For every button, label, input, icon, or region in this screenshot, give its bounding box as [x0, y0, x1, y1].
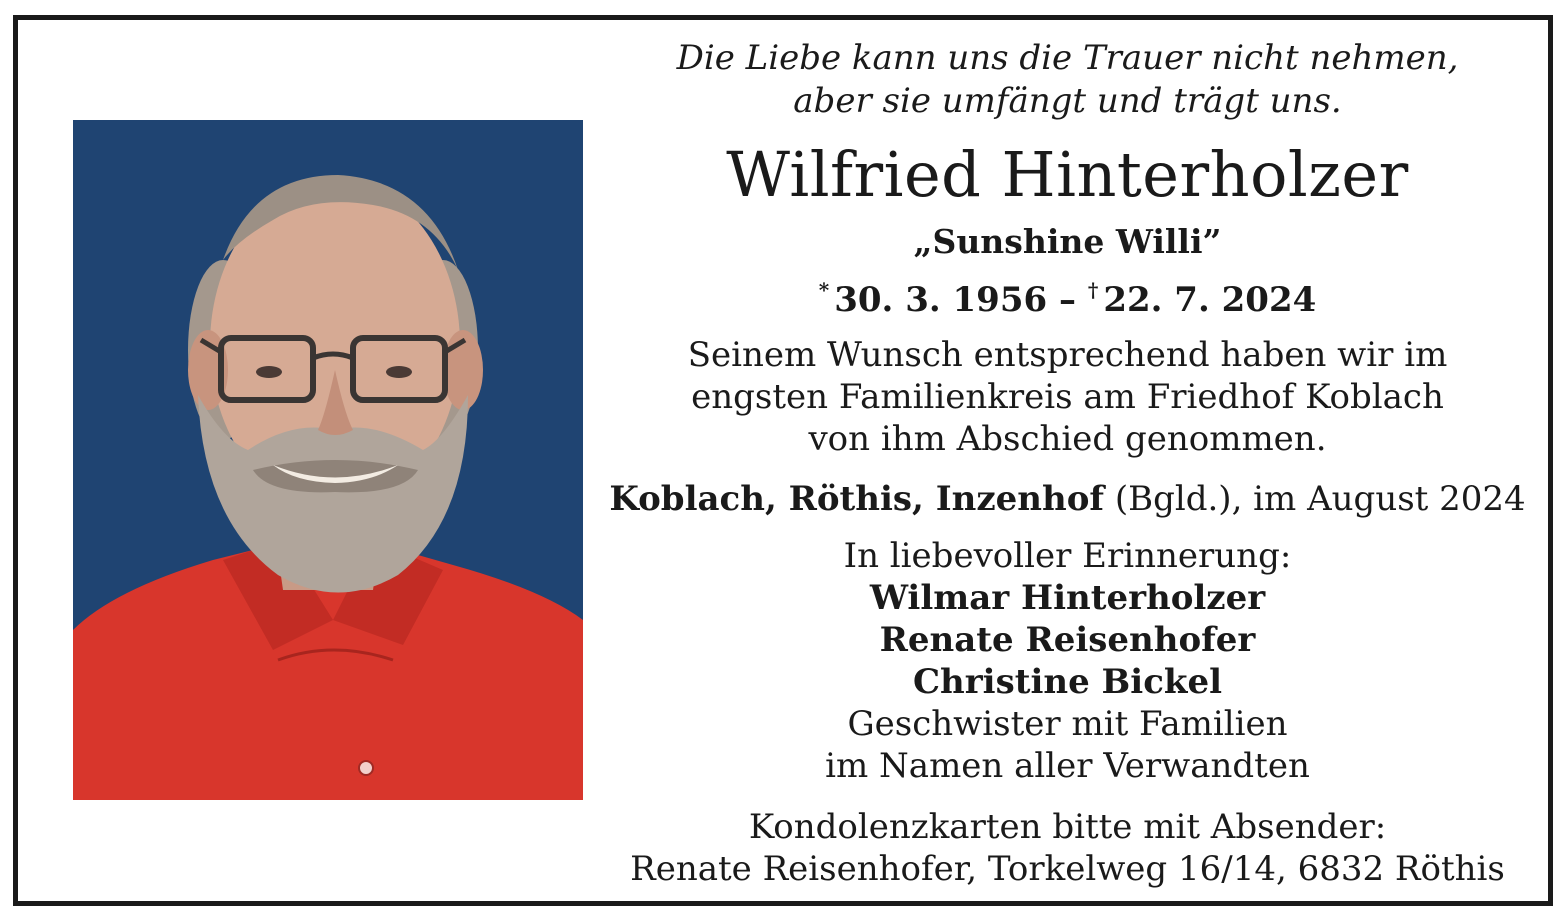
- mourner-name: Christine Bickel: [912, 662, 1223, 702]
- mourners-intro: In liebevoller Erinnerung:: [843, 536, 1292, 576]
- life-dates: [605, 268, 1530, 322]
- birth-symbol: *: [818, 278, 830, 302]
- portrait-photo: [73, 120, 583, 800]
- nickname: „Sunshine Willi”: [913, 222, 1222, 261]
- siblings-line: Geschwister mit Familien: [847, 704, 1288, 744]
- places: Koblach, Röthis, Inzenhof: [609, 479, 1105, 519]
- condolence-address: Renate Reisenhofer, Torkelweg 16/14, 6832 Röthis: [630, 849, 1505, 889]
- quote-line-2: aber sie umfängt und trägt uns.: [793, 81, 1342, 121]
- message-line-2: engsten Familienkreis am Friedhof Koblach: [691, 377, 1444, 417]
- quote-line-1: Die Liebe kann uns die Trauer nicht nehmen,: [676, 38, 1459, 78]
- region-date: (Bgld.), im August 2024: [1114, 479, 1526, 519]
- mourner-name: Renate Reisenhofer: [879, 620, 1256, 660]
- birth-date: 30. 3. 1956: [834, 280, 1048, 320]
- condolence-line-1: Kondolenzkarten bitte mit Absender:: [748, 807, 1387, 847]
- date-separator: –: [1059, 280, 1076, 320]
- place-date: [605, 477, 1530, 521]
- deceased-name: Wilfried Hinterholzer: [726, 138, 1409, 211]
- message-line-3: von ihm Abschied genommen.: [808, 419, 1327, 459]
- message-line-1: Seinem Wunsch entsprechend haben wir im: [687, 335, 1448, 375]
- mourner-name: Wilmar Hinterholzer: [869, 578, 1266, 618]
- relatives-line: im Namen aller Verwandten: [825, 746, 1310, 786]
- death-date: 22. 7. 2024: [1103, 280, 1317, 320]
- death-symbol: †: [1087, 278, 1099, 302]
